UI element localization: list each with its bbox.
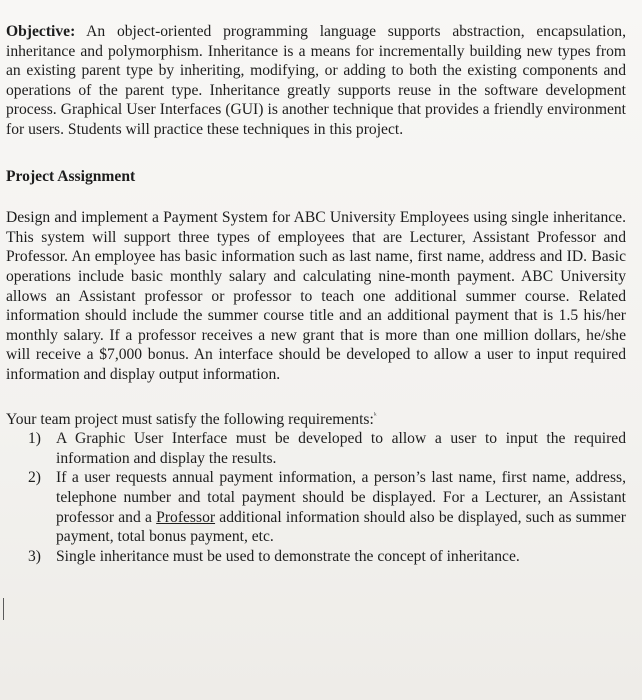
requirements-intro-text: Your team project must satisfy the following requirements:: [6, 410, 374, 428]
margin-line-mark: [3, 598, 4, 620]
requirement-item-1: [6, 429, 626, 468]
requirement-item-2: [6, 468, 626, 546]
requirements-list: [6, 429, 626, 566]
assignment-paragraph: Design and implement a Payment System for ABC University Employees using single inheritance. This system will support three types of employees that are Lecturer, Assistant Professor and Professor. An employee has basic information such as last name, first name, address and ID. Basic operations include basic monthly salary and calculating nine-month payment. ABC University allows an Assistant professor or professor to teach one additional summer course. Related information should include the summer course title and an additional payment that is 1.5 his/her monthly salary. If a professor receives a new grant that is more than one million dollars, he/she will receive a $7,000 bonus. An interface should be developed to allow a user to input required information and display output information.: [6, 209, 626, 383]
requirement-text-part-2: additional information should also be displayed, such as summer payment, total bonus payment, etc.: [56, 508, 626, 546]
requirement-text-part-1: If a user requests annual payment information, a person’s last name, first name, address, telephone number and total payment should be displayed. For a Lecturer, an Assistant professor and a: [56, 469, 626, 526]
requirement-number: 1): [28, 430, 41, 448]
requirement-text: A Graphic User Interface must be developed to allow a user to input the required information and display the results.: [56, 430, 626, 467]
document-page: [6, 22, 626, 566]
requirement-item-3: [6, 547, 626, 567]
section-title-project-assignment: Project Assignment: [6, 167, 136, 185]
objective-text: An object-oriented programming language supports abstraction, encapsulation, inheritance and polymorphism. Inheritance is a means for incrementally building new types from an existing parent type by inheriting, modifying, or adding to both the existing components and operations of the parent type. Inheritance greatly supports reuse in the software development process. Graphical User Interfaces (GUI) is another technique that provides a friendly environment for users. Students will practice these techniques in this project.: [6, 23, 627, 138]
requirement-number: 2): [28, 469, 41, 487]
objective-label: Objective:: [6, 23, 76, 40]
requirements-intro: [6, 406, 626, 430]
requirement-number: 3): [28, 547, 41, 565]
requirement-text: Single inheritance must be used to demonstrate the concept of inheritance.: [56, 547, 520, 565]
cursor-mark-icon: ᵏ: [373, 409, 377, 420]
objective-paragraph: [6, 22, 626, 140]
requirement-text-underlined: Professor: [156, 508, 216, 526]
